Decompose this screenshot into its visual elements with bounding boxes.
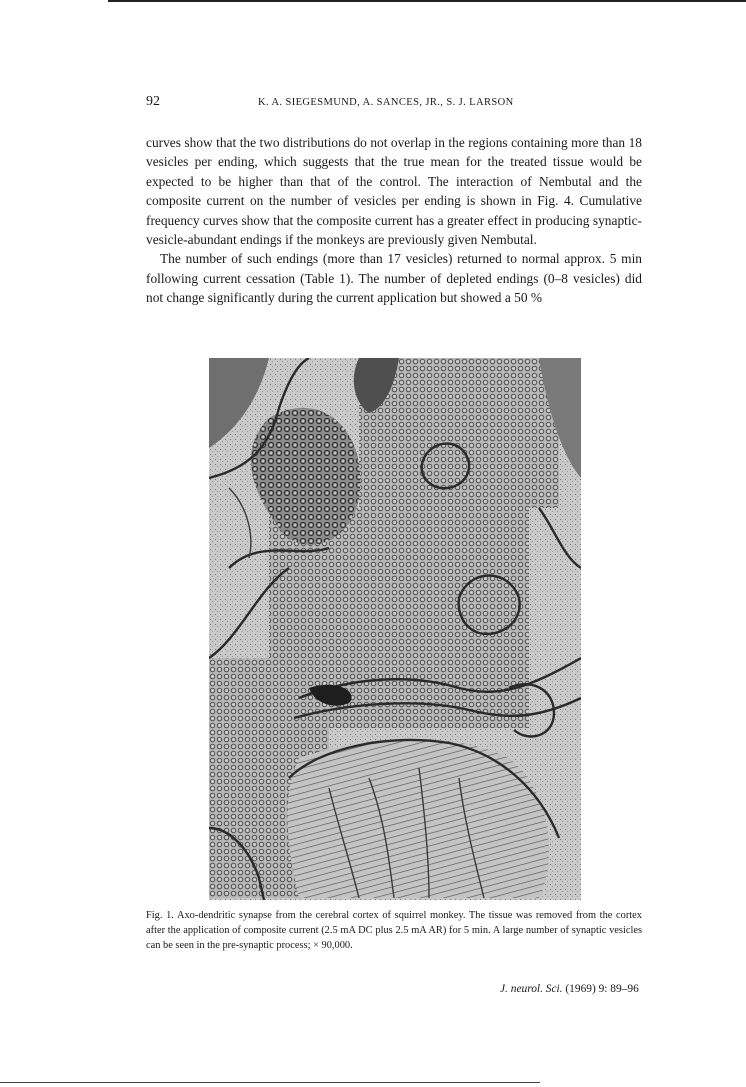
journal-volume-pages: (1969) 9: 89–96 — [562, 983, 639, 995]
electron-micrograph-figure — [209, 358, 581, 900]
figure-caption: Fig. 1. Axo-dendritic synapse from the cerebral cortex of squirrel monkey. The tissue was removed from the cortex after the application of composite current (2.5 mA DC plus 2.5 mA AR) for 5 min. A large number of synaptic vesicles can be seen in the pre-synaptic process; × 90,000. — [146, 910, 642, 951]
micrograph-image — [209, 358, 581, 900]
body-paragraph-2: The number of such endings (more than 17 vesicles) returned to normal approx. 5 min following current cessation (Table 1). The number of depleted endings (0–8 vesicles) did not change significantly during the current application but showed a 50 % — [146, 251, 642, 306]
journal-name: J. neurol. Sci. — [500, 983, 563, 995]
running-head: K. A. SIEGESMUND, A. SANCES, JR., S. J. LARSON — [258, 97, 514, 108]
top-rule — [108, 0, 746, 2]
body-text — [146, 133, 642, 308]
bottom-rule — [0, 1082, 540, 1083]
page-number: 92 — [146, 94, 160, 109]
body-paragraph-1: curves show that the two distributions do not overlap in the regions containing more than 18 vesicles per ending, which suggests that the true mean for the treated tissue would be expected to be higher than that of the control. The interaction of Nembutal and the composite current on the number of vesicles per ending is shown in Fig. 4. Cumulative frequency curves show that the composite current has a greater effect in producing synaptic-vesicle-abundant endings if the monkeys are previously given Nembutal. — [146, 135, 642, 248]
journal-citation — [500, 983, 639, 995]
